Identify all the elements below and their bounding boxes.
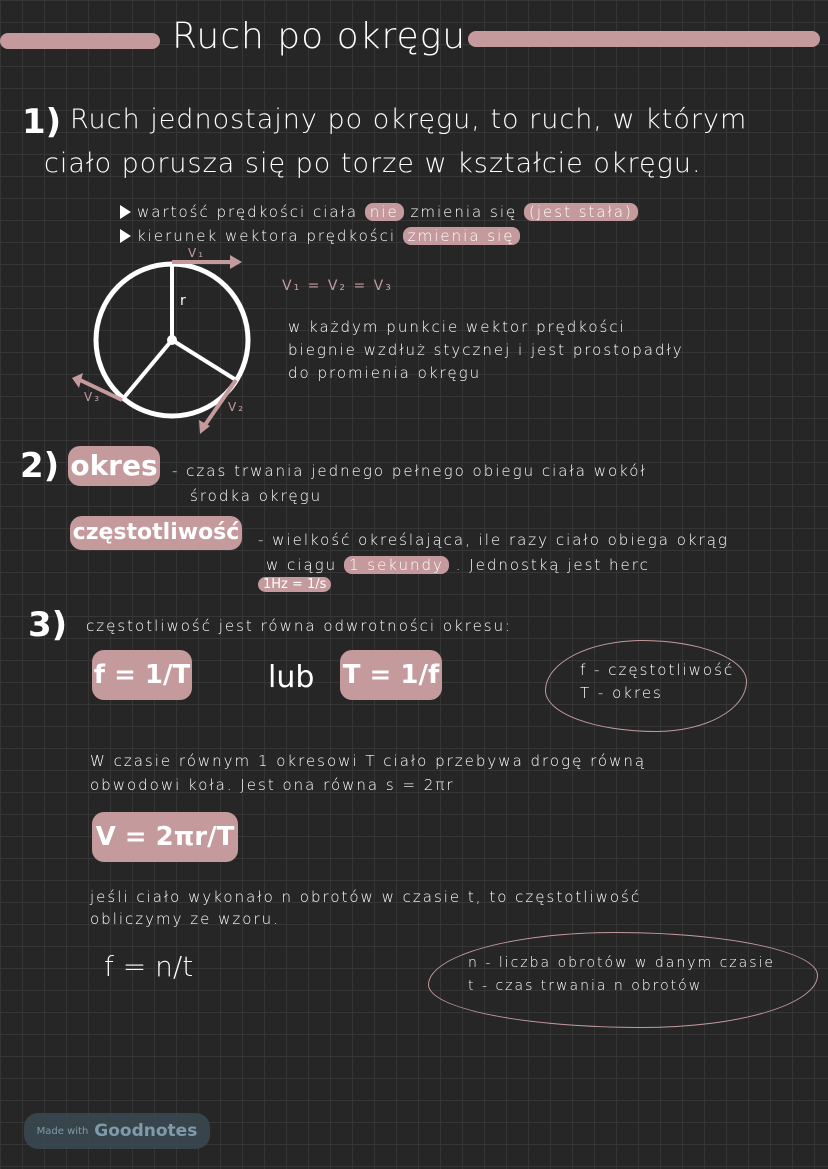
title-bar-left bbox=[0, 33, 160, 49]
bullet-arrow-icon bbox=[120, 205, 131, 219]
desc-line-1: w każdym punkcie wektor prędkości bbox=[288, 318, 626, 336]
pill-1-sekundy: 1 sekundy bbox=[344, 556, 449, 574]
pill-nie: nie bbox=[365, 203, 404, 221]
desc-line-3: do promienia okręgu bbox=[288, 364, 482, 382]
bullet-2-text: kierunek wektora prędkości bbox=[137, 227, 396, 245]
label-v2: V₂ bbox=[228, 400, 246, 414]
vector-v1-head bbox=[230, 255, 242, 269]
text-rev-2: obliczymy ze wzoru. bbox=[90, 910, 280, 928]
title-bar-right bbox=[468, 31, 820, 47]
term-czestotliwosc: częstotliwość bbox=[70, 516, 242, 550]
section-1-number: 1) bbox=[22, 102, 62, 142]
watermark-small: Made with bbox=[36, 1125, 89, 1137]
label-r: r bbox=[180, 293, 186, 309]
def-okres-1: - czas trwania jednego pełnego obiegu ciała wokół bbox=[172, 462, 647, 480]
pill-jest-stala: (jest stała) bbox=[524, 203, 638, 221]
def-czest-2a: w ciągu bbox=[266, 556, 338, 574]
text-rev-1: jeśli ciało wykonało n obrotów w czasie t, to częstotliwość bbox=[90, 888, 642, 906]
bullet-1-text-b: zmienia się bbox=[410, 203, 518, 221]
section-2-number: 2) bbox=[20, 446, 60, 486]
legend-f: f - częstotliwość bbox=[580, 661, 735, 679]
radius-3 bbox=[122, 340, 172, 400]
section-1-line-1: Ruch jednostajny po okręgu, to ruch, w którym bbox=[70, 104, 748, 135]
radius-2 bbox=[172, 340, 236, 380]
page-title: Ruch po okręgu bbox=[172, 16, 467, 57]
def-czest-2 bbox=[266, 556, 650, 574]
word-lub: lub bbox=[268, 660, 315, 695]
legend-n: n - liczba obrotów w danym czasie bbox=[468, 955, 776, 971]
formula-t: T = 1/f bbox=[340, 650, 442, 700]
def-czest-1: - wielkość określająca, ile razy ciało obiega okrąg bbox=[258, 531, 729, 549]
unit-hz: 1Hz = 1/s bbox=[258, 577, 331, 592]
formula-v: V = 2πr/T bbox=[92, 812, 238, 862]
desc-line-2: biegnie wzdłuż stycznej i jest prostopadły bbox=[288, 341, 684, 359]
text-period-2: obwodowi koła. Jest ona równa s = 2πr bbox=[90, 776, 455, 794]
velocity-equality: V₁ = V₂ = V₃ bbox=[282, 278, 393, 294]
legend-t: T - okres bbox=[580, 684, 663, 702]
section-3-intro: częstotliwość jest równa odwrotności okresu: bbox=[86, 617, 513, 635]
pill-zmienia-sie: zmienia się bbox=[403, 227, 520, 245]
legend-t2: t - czas trwania n obrotów bbox=[468, 978, 703, 994]
text-period-1: W czasie równym 1 okresowi T ciało przebywa drogę równą bbox=[90, 752, 647, 770]
formula-f-n-t: f = n/t bbox=[104, 950, 194, 983]
center-point bbox=[167, 335, 177, 345]
bullet-1 bbox=[120, 203, 638, 221]
label-v1: V₁ bbox=[188, 246, 206, 260]
term-okres: okres bbox=[68, 446, 160, 486]
def-okres-2: środka okręgu bbox=[190, 487, 323, 505]
goodnotes-watermark bbox=[24, 1113, 210, 1149]
watermark-brand: Goodnotes bbox=[94, 1121, 198, 1141]
section-1-line-2: ciało porusza się po torze w kształcie okręgu. bbox=[44, 148, 702, 179]
section-3-number: 3) bbox=[28, 605, 68, 645]
formula-f: f = 1/T bbox=[92, 650, 192, 700]
label-v3: V₃ bbox=[84, 390, 102, 404]
def-czest-2b: . Jednostką jest herc bbox=[455, 556, 650, 574]
bullet-1-text: wartość prędkości ciała bbox=[137, 203, 359, 221]
